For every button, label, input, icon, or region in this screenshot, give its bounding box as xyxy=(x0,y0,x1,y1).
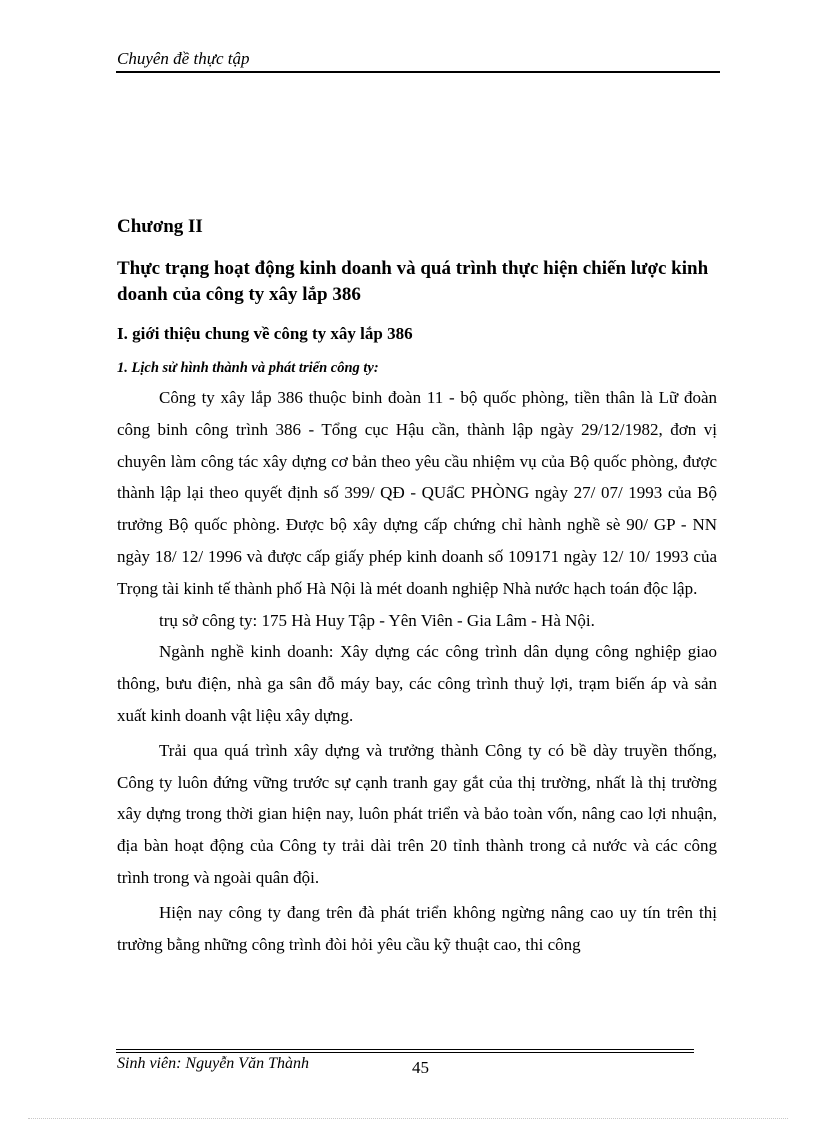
chapter-title: Thực trạng hoạt động kinh doanh và quá trình thực hiện chiến lược kinh doanh của công ty xây lắp 386 xyxy=(117,258,709,305)
paragraph-headquarters: trụ sở công ty: 175 Hà Huy Tập - Yên Viên - Gia Lâm - Hà Nội. xyxy=(159,610,595,630)
footer-student-name: Sinh viên: Nguyễn Văn Thành xyxy=(117,1055,309,1072)
page-edge-divider xyxy=(28,1118,788,1119)
paragraph-history: Công ty xây lắp 386 thuộc binh đoàn 11 - bộ quốc phòng, tiền thân là Lữ đoàn công binh công trình 386 - Tổng cục Hậu cần, thành lập ngày 29/12/1982, đơn vị chuyên làm công tác xây dựng cơ bản theo yêu cầu nhiệm vụ của Bộ quốc phòng, được thành lập lại theo quyết định số 399/ QĐ - QUẩC PHÒNG ngày 27/ 07/ 1993 của Bộ trưởng Bộ quốc phòng. Được bộ xây dựng cấp chứng chỉ hành nghề sè 90/ GP - NN ngày 18/ 12/ 1996 và được cấp giấy phép kinh doanh số 109171 ngày 12/ 10/ 1993 của Trọng tài kinh tế thành phố Hà Nội là mét doanh nghiệp Nhà nước hạch toán độc lập. xyxy=(117,388,717,598)
running-header: Chuyên đề thực tập xyxy=(117,49,250,68)
paragraph-current: Hiện nay công ty đang trên đà phát triển không ngừng nâng cao uy tín trên thị trường bằng những công trình đòi hỏi yêu cầu kỹ thuật cao, thi công xyxy=(117,902,717,954)
header-rule xyxy=(116,71,720,73)
subsection-heading: 1. Lịch sử hình thành và phát triển công ty: xyxy=(117,360,379,376)
page-number: 45 xyxy=(412,1058,429,1077)
footer-rule-top xyxy=(116,1049,694,1050)
section-heading: I. giới thiệu chung về công ty xây lắp 386 xyxy=(117,324,413,343)
body-text xyxy=(117,382,717,960)
chapter-label: Chương II xyxy=(117,216,203,237)
footer-rule-bottom xyxy=(116,1052,694,1053)
paragraph-business-lines: Ngành nghề kinh doanh: Xây dựng các công trình dân dụng công nghiệp giao thông, bưu điện, nhà ga sân đỗ máy bay, các công trình thuỷ lợi, trạm biến áp và sản xuất kinh doanh vật liệu xây dựng. xyxy=(117,642,717,725)
paragraph-growth: Trải qua quá trình xây dựng và trưởng thành Công ty có bề dày truyền thống, Công ty luôn đứng vững trước sự cạnh tranh gay gắt của thị trường, nhất là thị trường xây dựng trong thời gian hiện nay, luôn phát triển và bảo toàn vốn, nâng cao lợi nhuận, địa bàn hoạt động của Công ty trải dài trên 20 tỉnh thành trong cả nước và các công trình trong và ngoài quân đội. xyxy=(117,740,717,887)
